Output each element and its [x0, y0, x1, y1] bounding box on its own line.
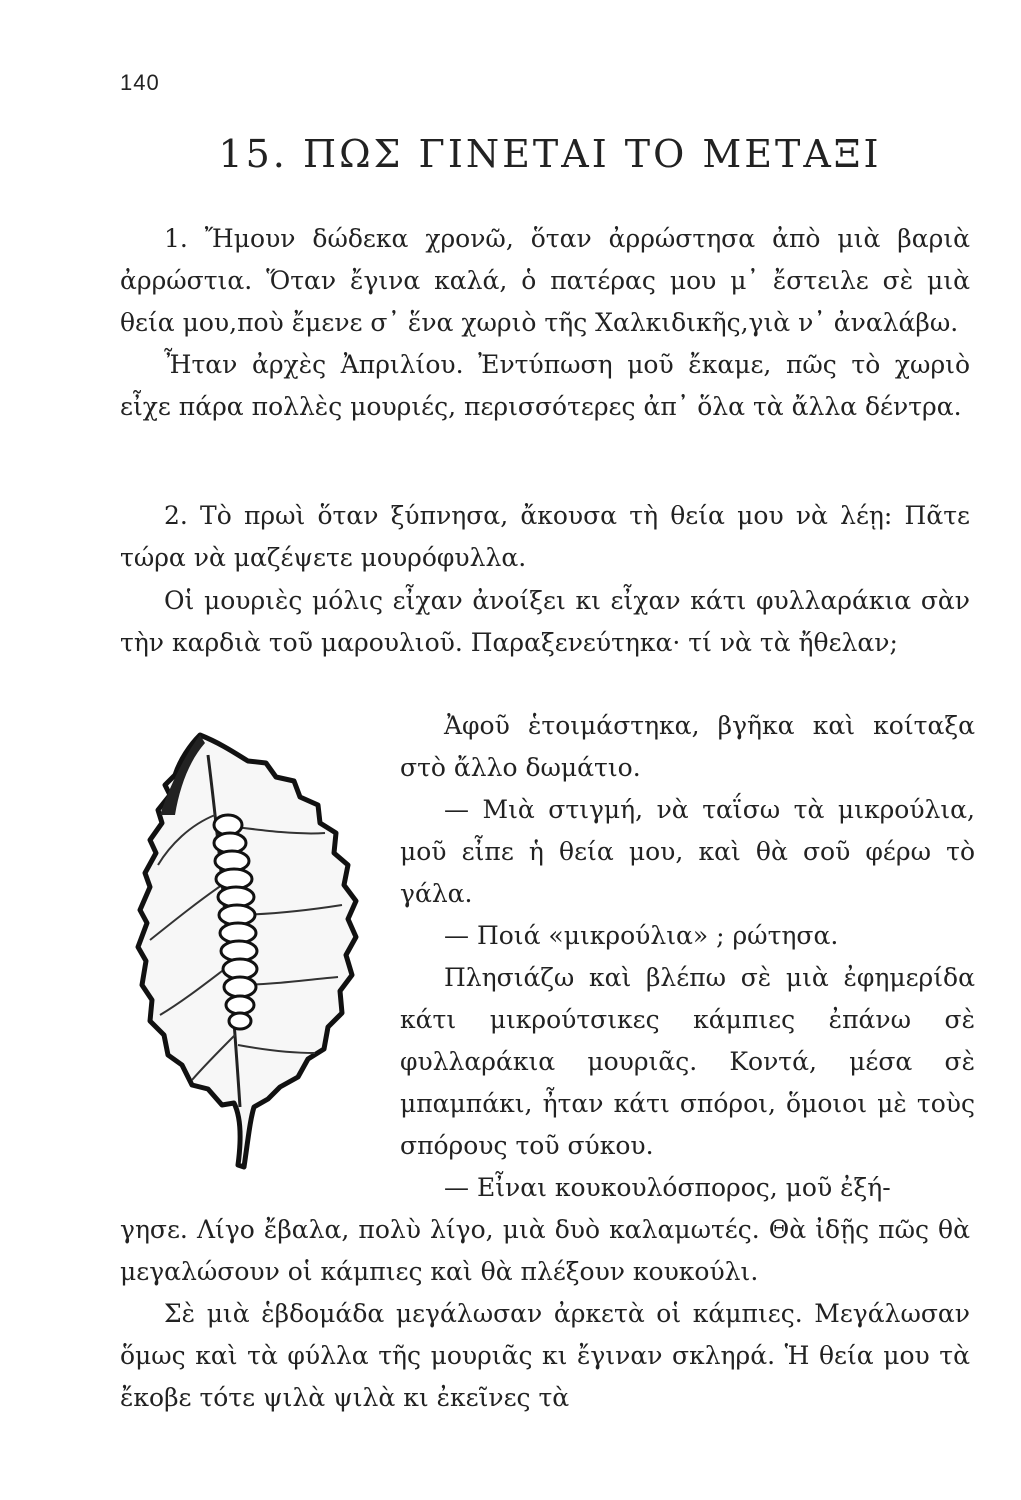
mulberry-leaf-silkworm-illustration — [130, 715, 380, 1185]
chapter-title: 15. ΠΩΣ ΓΙΝΕΤΑΙ ΤΟ ΜΕΤΑΞΙ — [218, 132, 882, 176]
paragraph-1: 1. Ἤμουν δώδεκα χρονῶ, ὅταν ἀρρώστησα ἀπὸ μιὰ βαριὰ ἀρρώστια. Ὅταν ἔγινα καλά, ὁ πατέρας μου μ᾽ ἔστειλε σὲ μιὰ θεία μου,ποὺ ἔμενε σ᾽ ἕνα χωριὸ τῆς Χαλκιδικῆς,γιὰ ν᾽ ἀναλάβω. — [120, 224, 970, 337]
paragraph-7: — Ποιά «μικρούλια» ; ρώτησα. — [444, 921, 839, 950]
paragraph-3: 2. Τὸ πρωὶ ὅταν ξύπνησα, ἄκουσα τὴ θεία μου νὰ λέῃ: Πᾶτε τώρα νὰ μαζέψετε μουρόφυλλα. — [120, 501, 970, 572]
paragraph-8: Πλησιάζω καὶ βλέπω σὲ μιὰ ἐφημερίδα κάτι μικρούτσικες κάμπιες ἐπάνω σὲ φυλλαράκια μουριᾶς. Κοντά, μέσα σὲ μπαμπάκι, ἦταν κάτι σπόροι, ὅμοιοι μὲ τοὺς σπόρους τοῦ σύκου. — [400, 963, 975, 1160]
paragraph-5: Ἀφοῦ ἑτοιμάστηκα, βγῆκα καὶ κοίταξα στὸ ἄλλο δωμάτιο. — [400, 711, 975, 782]
paragraph-4: Οἱ μουριὲς μόλις εἶχαν ἀνοίξει κι εἶχαν κάτι φυλλαράκια σὰν τὴν καρδιὰ τοῦ μαρουλιοῦ. Παραξενεύτηκα· τί νὰ τὰ ἤθελαν; — [120, 586, 970, 657]
paragraph-6: — Μιὰ στιγμή, νὰ ταΐσω τὰ μικρούλια, μοῦ εἶπε ἡ θεία μου, καὶ θὰ σοῦ φέρω τὸ γάλα. — [400, 795, 975, 908]
paragraph-9-continued: γησε. Λίγο ἔβαλα, πολὺ λίγο, μιὰ δυὸ καλαμωτές. Θὰ ἰδῇς πῶς θὰ μεγαλώσουν οἱ κάμπιες καὶ θὰ πλέξουν κουκούλι. — [120, 1215, 970, 1286]
paragraph-2: Ἦταν ἀρχὲς Ἀπριλίου. Ἐντύπωση μοῦ ἔκαμε, πῶς τὸ χωριὸ εἶχε πάρα πολλὲς μουριές, περισσότερες ἀπ᾽ ὅλα τὰ ἄλλα δέντρα. — [120, 350, 970, 421]
page-number: 140 — [120, 70, 160, 95]
paragraph-10: Σὲ μιὰ ἑβδομάδα μεγάλωσαν ἀρκετὰ οἱ κάμπιες. Μεγάλωσαν ὅμως καὶ τὰ φύλλα τῆς μουριᾶς κι ἔγιναν σκληρά. Ἡ θεία μου τὰ ἔκοβε τότε ψιλὰ ψιλὰ κι ἐκεῖνες τὰ — [120, 1299, 970, 1412]
paragraph-9-start: — Εἶναι κουκουλόσπορος, μοῦ ἐξή- — [444, 1173, 891, 1202]
